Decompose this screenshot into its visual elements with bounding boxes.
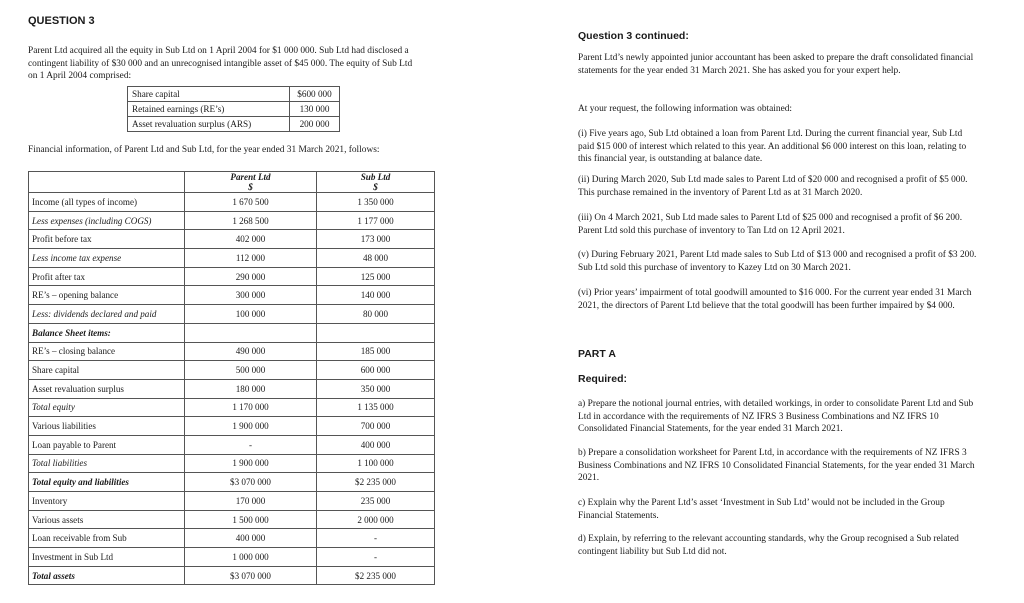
sub-value: - [317,529,435,548]
table-row [29,211,435,230]
table-row [29,193,435,212]
required-heading: Required: [578,373,628,385]
row-label: Total equity and liabilities [29,473,185,492]
info-item-vi: (vi) Prior years’ impairment of total goodwill amounted to $16 000. For the current year ended 31 March 2021, the directors of Parent Ltd believe that the total goodwill has been further impaired by $4 000. [578,288,972,311]
table-row [29,342,435,361]
table-row [29,492,435,511]
row-label: Profit after tax [29,267,185,286]
table-header-row [29,172,435,193]
table-row [128,87,340,102]
parent-value: 500 000 [185,361,317,380]
info-item-iii: (iii) On 4 March 2021, Sub Ltd made sales to Parent Ltd of $25 000 and recognised a profit of $6 200. Parent Ltd sold this purchase of inventory to Tan Ltd on 12 April 2021. [578,213,963,236]
paragraph-2: At your request, the following information was obtained: [578,104,793,114]
row-label: Less expenses (including COGS) [29,211,185,230]
parent-value: 100 000 [185,305,317,324]
sub-value: 1 177 000 [317,211,435,230]
equity-value: $600 000 [290,87,340,102]
table-row [29,454,435,473]
equity-value: 200 000 [290,117,340,132]
requirement-b: b) Prepare a consolidation worksheet for Parent Ltd, in accordance with the requirements of NZ IFRS 3 Business Combinations and NZ IFRS 10 Consolidated Financial Statements, for the year ended 31 March 2021. [578,448,975,483]
row-label: Loan receivable from Sub [29,529,185,548]
row-label: Balance Sheet items: [29,323,185,342]
sub-value: 700 000 [317,417,435,436]
sub-value: 80 000 [317,305,435,324]
sub-value: 1 135 000 [317,398,435,417]
parent-value [185,323,317,342]
requirement-d: d) Explain, by referring to the relevant accounting standards, why the Group recognised a Sub related contingent liability but Sub Ltd did not. [578,534,959,557]
row-label: RE’s – opening balance [29,286,185,305]
table-row [29,548,435,567]
requirement-a: a) Prepare the notional journal entries, with detailed workings, in order to consolidate Parent Ltd and Sub Ltd in accordance with the requirements of NZ IFRS 3 Business Combinations and NZ IFRS 10 Consolidated Financial Statements, for the year ended 31 March 2021. [578,399,974,434]
table-row [29,473,435,492]
sub-value: $2 235 000 [317,473,435,492]
financial-intro: Financial information, of Parent Ltd and Sub Ltd, for the year ended 31 March 2021, follows: [28,145,380,155]
row-label: Total assets [29,566,185,585]
parent-value: 1 900 000 [185,454,317,473]
sub-value: $2 235 000 [317,566,435,585]
parent-value: 290 000 [185,267,317,286]
equity-label: Share capital [128,87,290,102]
table-row [29,286,435,305]
parent-value: 180 000 [185,379,317,398]
parent-value: $3 070 000 [185,566,317,585]
table-row [29,529,435,548]
header-parent: Parent Ltd $ [185,172,317,193]
parent-value: 1 268 500 [185,211,317,230]
row-label: Asset revaluation surplus [29,379,185,398]
sub-value: 140 000 [317,286,435,305]
row-label: Total equity [29,398,185,417]
row-label: Investment in Sub Ltd [29,548,185,567]
table-row [29,510,435,529]
parent-value: 170 000 [185,492,317,511]
sub-value: 173 000 [317,230,435,249]
row-label: Profit before tax [29,230,185,249]
sub-value: 125 000 [317,267,435,286]
sub-value: - [317,548,435,567]
requirement-c: c) Explain why the Parent Ltd’s asset ‘Investment in Sub Ltd’ would not be included in the Group Financial Statements. [578,498,945,521]
parent-value: 402 000 [185,230,317,249]
sub-value [317,323,435,342]
table-row [29,249,435,268]
row-label: Income (all types of income) [29,193,185,212]
question-heading: QUESTION 3 [28,15,95,27]
row-label: Various assets [29,510,185,529]
table-row [29,305,435,324]
sub-value: 1 350 000 [317,193,435,212]
info-item-i: (i) Five years ago, Sub Ltd obtained a loan from Parent Ltd. During the current financial year, Sub Ltd paid $15 000 of interest which related to this year. An additional $6 000 interest on this loan, relating to this financial year, is outstanding at balance date. [578,129,967,164]
row-label: Inventory [29,492,185,511]
header-sub: Sub Ltd $ [317,172,435,193]
sub-value: 235 000 [317,492,435,511]
parent-value: 1 170 000 [185,398,317,417]
sub-value: 600 000 [317,361,435,380]
info-item-ii: (ii) During March 2020, Sub Ltd made sales to Parent Ltd of $20 000 and recognised a profit of $5 000. This purchase remained in the inventory of Parent Ltd as at 31 March 2020. [578,175,968,198]
row-label: Less: dividends declared and paid [29,305,185,324]
part-heading: PART A [578,348,616,360]
table-row [29,435,435,454]
sub-value: 1 100 000 [317,454,435,473]
paragraph-1: Parent Ltd’s newly appointed junior accountant has been asked to prepare the draft consolidated financial statements for the year ended 31 March 2021. She has asked you for your expert help. [578,53,974,76]
table-row [29,566,435,585]
info-item-v: (v) During February 2021, Parent Ltd made sales to Sub Ltd of $13 000 and recognised a profit of $3 200. Sub Ltd sold this purchase of inventory to Kazey Ltd on 30 March 2021. [578,250,977,273]
table-row [128,117,340,132]
equity-value: 130 000 [290,102,340,117]
parent-value: 490 000 [185,342,317,361]
parent-value: - [185,435,317,454]
parent-value: 300 000 [185,286,317,305]
table-row [29,398,435,417]
parent-value: 1 000 000 [185,548,317,567]
row-label: Various liabilities [29,417,185,436]
financial-table [28,171,435,585]
sub-value: 400 000 [317,435,435,454]
parent-value: 1 500 000 [185,510,317,529]
parent-value: 112 000 [185,249,317,268]
intro-paragraph: Parent Ltd acquired all the equity in Sub Ltd on 1 April 2004 for $1 000 000. Sub Ltd had disclosed a contingent liability of $30 000 and an unrecognised intangible asset of $45 000. The equity of Sub Ltd on 1 April 2004 comprised: [28,46,413,81]
parent-value: 400 000 [185,529,317,548]
parent-value: 1 670 500 [185,193,317,212]
sub-value: 2 000 000 [317,510,435,529]
table-row [29,417,435,436]
row-label: Less income tax expense [29,249,185,268]
row-label: RE’s – closing balance [29,342,185,361]
table-row [128,102,340,117]
sub-value: 185 000 [317,342,435,361]
table-row [29,379,435,398]
row-label: Total liabilities [29,454,185,473]
equity-label: Asset revaluation surplus (ARS) [128,117,290,132]
table-row [29,361,435,380]
parent-value: 1 900 000 [185,417,317,436]
continued-heading: Question 3 continued: [578,30,689,42]
table-row [29,267,435,286]
header-blank [29,172,185,193]
row-label: Share capital [29,361,185,380]
table-row [29,323,435,342]
parent-value: $3 070 000 [185,473,317,492]
row-label: Loan payable to Parent [29,435,185,454]
equity-table [127,86,340,132]
sub-value: 350 000 [317,379,435,398]
equity-label: Retained earnings (RE’s) [128,102,290,117]
sub-value: 48 000 [317,249,435,268]
table-row [29,230,435,249]
